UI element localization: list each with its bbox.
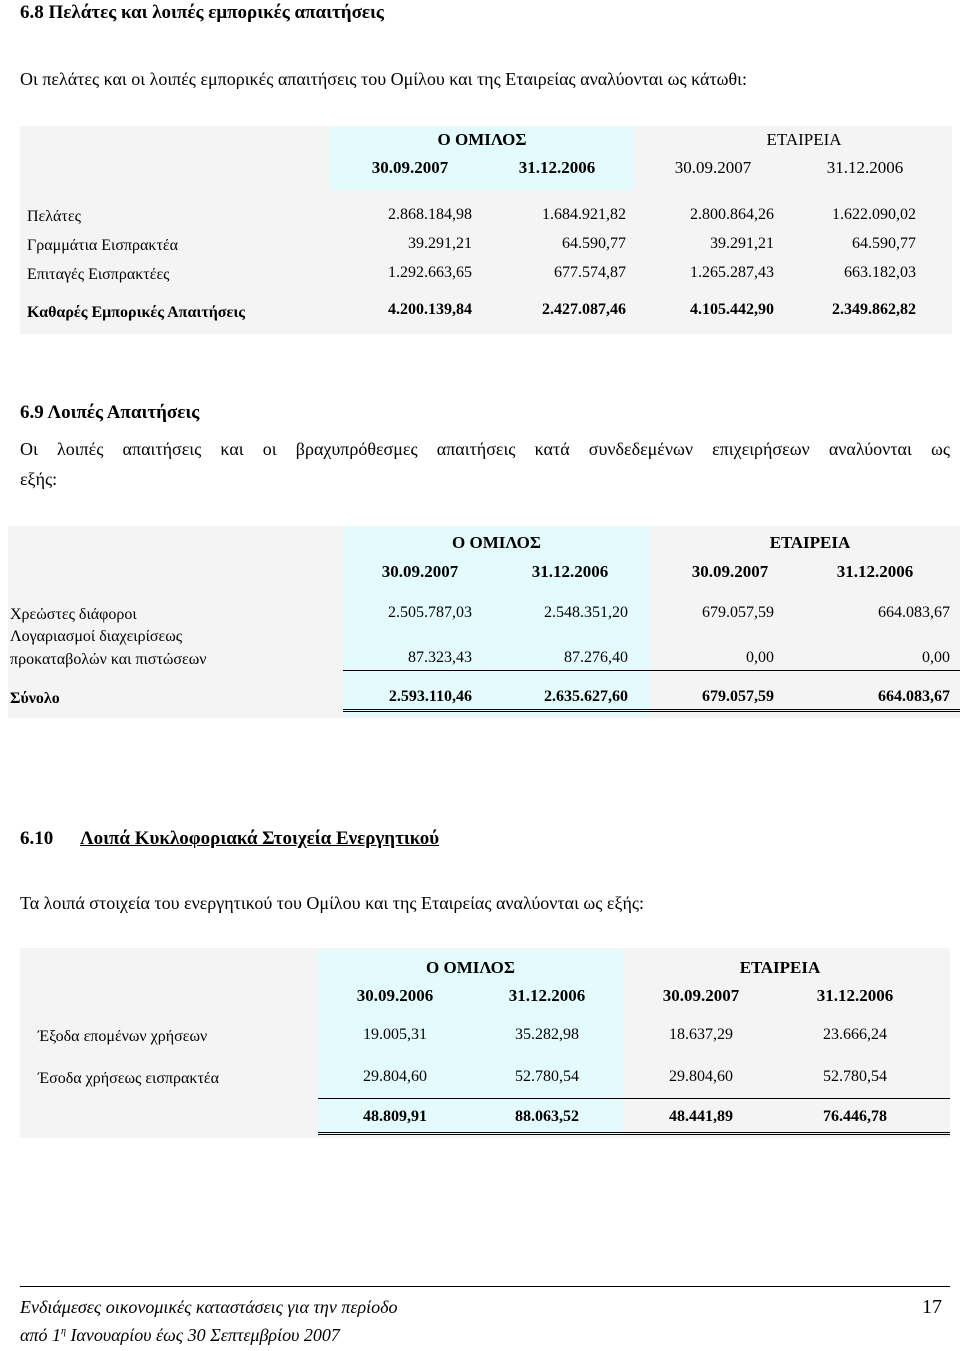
table-6-10-total-cell: 48.441,89: [669, 1108, 733, 1125]
section-6-9-intro-line-1: Οι λοιπές απαιτήσεις και οι βραχυπρόθεσμες απαιτήσεις κατά συνδεδεμένων επιχειρήσεων αναλύονται ως: [20, 439, 950, 459]
table-6-9-total-label: Σύνολο: [10, 690, 60, 707]
footer-title: Ενδιάμεσες οικονομικές καταστάσεις για την περίοδο: [20, 1297, 398, 1317]
table-6-9-row-label-line-2: προκαταβολών και πιστώσεων: [10, 651, 207, 668]
table-6-10-cell: 29.804,60: [363, 1068, 427, 1085]
footer-period-end: Ιανουαρίου έως 30 Σεπτεμβρίου 2007: [65, 1325, 340, 1345]
table-6-8-cell: 2.868.184,98: [388, 206, 472, 223]
page-number: 17: [922, 1296, 942, 1318]
table-6-10-company-header: ΕΤΑΙΡΕΙΑ: [739, 958, 821, 977]
table-6-8-company-header: ΕΤΑΙΡΕΙΑ: [766, 130, 842, 149]
table-6-10-cell: 23.666,24: [823, 1026, 887, 1043]
table-6-9-date-3: 30.09.2007: [691, 562, 769, 581]
table-6-8-cell: 2.800.864,26: [690, 206, 774, 223]
table-6-8-cell: 1.292.663,65: [388, 264, 472, 281]
table-6-10-total-cell: 88.063,52: [515, 1108, 579, 1125]
table-6-9-row-label-line-1: Λογαριασμοί διαχειρίσεως: [10, 628, 183, 645]
footer-period-start: από 1: [20, 1325, 61, 1345]
section-6-9-intro-line-2: εξής:: [20, 469, 58, 489]
table-6-8-total-cell: 4.200.139,84: [388, 301, 472, 318]
table-6-9-subtotal-rule: [343, 670, 960, 671]
table-6-9-company-header: ΕΤΑΙΡΕΙΑ: [769, 533, 851, 552]
table-6-9-total-cell: 679.057,59: [702, 688, 774, 705]
footer-period: [20, 1325, 340, 1346]
table-6-8-date-2: 31.12.2006: [518, 158, 596, 177]
table-6-9-cell: 2.505.787,03: [388, 604, 472, 621]
table-6-9-cell: 664.083,67: [878, 604, 950, 621]
table-6-9-total-rule: [343, 709, 960, 712]
table-6-8-cell: 1.684.921,82: [542, 206, 626, 223]
table-6-10-row-label: Έξοδα επομένων χρήσεων: [38, 1028, 208, 1045]
table-6-10-date-4: 31.12.2006: [816, 986, 894, 1005]
table-6-9-total-cell: 2.593.110,46: [388, 688, 472, 705]
table-6-9-total-cell: 664.083,67: [878, 688, 950, 705]
section-6-10-title: Λοιπά Κυκλοφοριακά Στοιχεία Ενεργητικού: [80, 828, 440, 849]
table-6-9-date-2: 31.12.2006: [531, 562, 609, 581]
table-6-10-total-cell: 48.809,91: [363, 1108, 427, 1125]
table-6-8-date-1: 30.09.2007: [371, 158, 449, 177]
section-6-10-intro: Τα λοιπά στοιχεία του ενεργητικού του Ομίλου και της Εταιρείας αναλύονται ως εξής:: [20, 893, 645, 913]
table-6-8-row-label: Πελάτες: [27, 208, 81, 225]
table-6-8-row-label: Επιταγές Εισπρακτέες: [27, 266, 170, 283]
table-6-10-cell: 18.637,29: [669, 1026, 733, 1043]
table-6-8-row-label: Γραμμάτια Εισπρακτέα: [27, 237, 179, 254]
table-6-8-total-cell: 2.349.862,82: [832, 301, 916, 318]
table-6-10-total-cell: 76.446,78: [823, 1108, 887, 1125]
table-6-8-cell: 39.291,21: [710, 235, 774, 252]
table-6-8-cell: 1.622.090,02: [832, 206, 916, 223]
section-6-8-intro: Οι πελάτες και οι λοιπές εμπορικές απαιτήσεις του Ομίλου και της Εταιρείας αναλύονται ως κάτωθι:: [20, 69, 747, 89]
table-6-9-cell: 87.323,43: [408, 649, 472, 666]
table-6-8-date-3: 30.09.2007: [674, 158, 752, 177]
footer-rule: [20, 1286, 950, 1287]
table-6-8-group-header: Ο ΟΜΙΛΟΣ: [437, 130, 527, 149]
section-6-8-title: 6.8 Πελάτες και λοιπές εμπορικές απαιτήσεις: [20, 2, 384, 23]
table-6-8-cell: 39.291,21: [408, 235, 472, 252]
table-6-10-cell: 19.005,31: [363, 1026, 427, 1043]
table-6-10-date-3: 30.09.2007: [662, 986, 740, 1005]
table-6-8-cell: 1.265.287,43: [690, 264, 774, 281]
table-6-10-total-rule: [318, 1132, 950, 1135]
table-6-9-date-4: 31.12.2006: [836, 562, 914, 581]
section-6-10-title-number: 6.10: [20, 828, 54, 849]
footer-period-superscript: η: [60, 1326, 66, 1337]
table-6-8-cell: 677.574,87: [554, 264, 626, 281]
table-6-8-date-4: 31.12.2006: [826, 158, 904, 177]
table-6-8-cell: 663.182,03: [844, 264, 916, 281]
table-6-10-cell: 52.780,54: [515, 1068, 579, 1085]
table-6-10-cell: 35.282,98: [515, 1026, 579, 1043]
table-6-10-group-header: Ο ΟΜΙΛΟΣ: [426, 958, 515, 977]
table-6-9-cell: 0,00: [922, 649, 950, 666]
table-6-9-date-1: 30.09.2007: [381, 562, 459, 581]
table-6-10-cell: 29.804,60: [669, 1068, 733, 1085]
table-6-8-total-label: Καθαρές Εμπορικές Απαιτήσεις: [27, 304, 246, 321]
table-6-10-row-label: Έσοδα χρήσεως εισπρακτέα: [38, 1070, 219, 1087]
table-6-8-total-cell: 4.105.442,90: [690, 301, 774, 318]
table-6-9-cell: 679.057,59: [702, 604, 774, 621]
table-6-8-cell: 64.590,77: [852, 235, 916, 252]
table-6-9-cell: 2.548.351,20: [544, 604, 628, 621]
table-6-9-row-label: Χρεώστες διάφοροι: [10, 606, 137, 623]
table-6-10-date-1: 30.09.2006: [356, 986, 434, 1005]
table-6-9-cell: 0,00: [746, 649, 774, 666]
table-6-8-cell: 64.590,77: [562, 235, 626, 252]
table-6-8-total-cell: 2.427.087,46: [542, 301, 626, 318]
table-6-10-cell: 52.780,54: [823, 1068, 887, 1085]
table-6-9-cell: 87.276,40: [564, 649, 628, 666]
table-6-9-total-cell: 2.635.627,60: [544, 688, 628, 705]
table-6-9-group-header: Ο ΟΜΙΛΟΣ: [452, 533, 541, 552]
table-6-10-subtotal-rule: [318, 1098, 950, 1099]
section-6-9-title: 6.9 Λοιπές Απαιτήσεις: [20, 402, 200, 423]
table-6-10-date-2: 31.12.2006: [508, 986, 586, 1005]
